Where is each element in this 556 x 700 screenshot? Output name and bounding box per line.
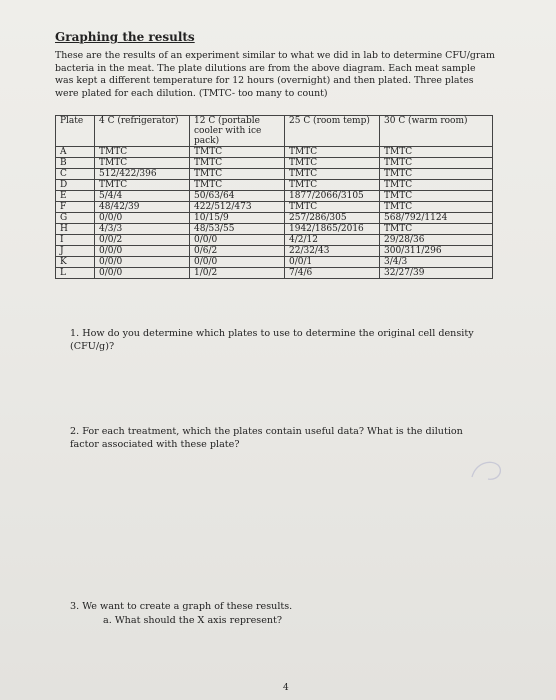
table-cell: TMTC [380,191,493,202]
table-cell: 0/0/0 [95,257,190,268]
table-cell: 48/53/55 [190,224,285,235]
table-cell: 1/0/2 [190,268,285,279]
table-cell: 4/2/12 [285,235,380,246]
plate-label: B [56,158,95,169]
table-cell: 0/0/0 [95,268,190,279]
table-cell: 4/3/3 [95,224,190,235]
header-12c: 12 C (portable cooler with ice pack) [190,116,285,147]
plate-label: D [56,180,95,191]
table-cell: TMTC [380,169,493,180]
table-cell: TMTC [380,224,493,235]
table-cell: 422/512/473 [190,202,285,213]
table-cell: 29/28/36 [380,235,493,246]
table-header-row [56,116,493,147]
question-2: 2. For each treatment, which the plates contain useful data? What is the dilution factor associated with these plate? [70,426,463,450]
table-row [56,191,493,202]
table-cell: 3/4/3 [380,257,493,268]
header-25c: 25 C (room temp) [285,116,380,147]
table-row [56,268,493,279]
pen-mark-scribble [468,455,508,485]
plate-label: A [56,147,95,158]
table-cell: TMTC [380,147,493,158]
table-cell: TMTC [95,180,190,191]
table-cell: 32/27/39 [380,268,493,279]
plate-label: L [56,268,95,279]
table-cell: 0/0/1 [285,257,380,268]
table-cell: TMTC [380,158,493,169]
table-row [56,257,493,268]
table-body [56,147,493,279]
table-cell: 1877/2066/3105 [285,191,380,202]
header-4c: 4 C (refrigerator) [95,116,190,147]
table-row [56,246,493,257]
table-cell: 0/0/0 [190,235,285,246]
table-cell: 0/6/2 [190,246,285,257]
page-number: 4 [283,683,289,693]
table-cell: 1942/1865/2016 [285,224,380,235]
table-cell: 512/422/396 [95,169,190,180]
table-cell: 568/792/1124 [380,213,493,224]
table-cell: TMTC [380,180,493,191]
table-cell: 0/0/0 [190,257,285,268]
table-cell: TMTC [190,180,285,191]
table-cell: TMTC [285,180,380,191]
header-30c: 30 C (warm room) [380,116,493,147]
table-cell: 257/286/305 [285,213,380,224]
table-cell: TMTC [95,158,190,169]
table-cell: TMTC [95,147,190,158]
table-cell: TMTC [285,158,380,169]
table-row [56,235,493,246]
table-row [56,169,493,180]
table-cell: TMTC [285,147,380,158]
header-plate: Plate [56,116,95,147]
table-cell: TMTC [190,147,285,158]
table-cell: 0/0/0 [95,213,190,224]
table-cell: TMTC [285,202,380,213]
table-cell: 0/0/0 [95,246,190,257]
table-row [56,224,493,235]
plate-label: K [56,257,95,268]
plate-label: H [56,224,95,235]
table-cell: 300/311/296 [380,246,493,257]
question-1: 1. How do you determine which plates to use to determine the original cell density (CFU/g)? [70,328,474,352]
intro-paragraph: These are the results of an experiment similar to what we did in lab to determine CFU/gram bacteria in the meat. The plate dilutions are from the above diagram. Each meat sample was kept a different temperature for 12 hours (overnight) and then plated. Three plates were plated for each dilution. (TMTC- too many to count) [55,50,495,99]
table-cell: TMTC [190,169,285,180]
table-cell: 10/15/9 [190,213,285,224]
table-cell: 7/4/6 [285,268,380,279]
results-table [55,115,493,279]
plate-label: E [56,191,95,202]
table-row [56,213,493,224]
page-title: Graphing the results [55,30,195,44]
plate-label: C [56,169,95,180]
table-cell: 48/42/39 [95,202,190,213]
question-3: 3. We want to create a graph of these results. [70,601,293,612]
plate-label: J [56,246,95,257]
table-row [56,180,493,191]
table-row [56,147,493,158]
plate-label: G [56,213,95,224]
table-cell: 22/32/43 [285,246,380,257]
table-row [56,158,493,169]
table-cell: TMTC [380,202,493,213]
table-cell: 5/4/4 [95,191,190,202]
table-cell: TMTC [190,158,285,169]
table-row [56,202,493,213]
table-cell: 0/0/2 [95,235,190,246]
question-3a: a. What should the X axis represent? [103,615,283,626]
plate-label: F [56,202,95,213]
plate-label: I [56,235,95,246]
table-cell: 50/63/64 [190,191,285,202]
table-cell: TMTC [285,169,380,180]
